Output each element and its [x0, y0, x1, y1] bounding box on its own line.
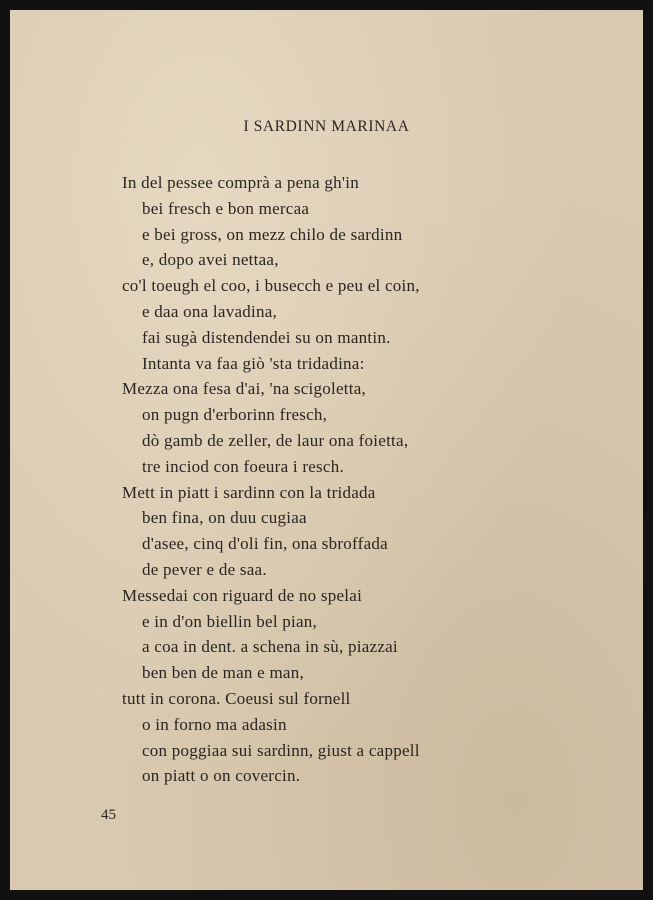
poem-line: e in d'on biellin bel pian,: [142, 611, 318, 631]
poem-line: on piatt o on covercin.: [142, 766, 301, 786]
stanza-1: [122, 170, 542, 273]
poem-line: e, dopo avei nettaa,: [142, 250, 279, 270]
poem-body: [122, 170, 542, 789]
poem-line: o in forno ma adasin: [142, 714, 287, 734]
poem-line: ben fina, on duu cugiaa: [142, 508, 307, 528]
poem-line: de pever e de saa.: [142, 559, 267, 579]
stanza-5: [122, 583, 542, 686]
poem-line: a coa in dent. a schena in sù, piazzai: [142, 637, 398, 657]
poem-line: Messedai con riguard de no spelai: [122, 585, 363, 605]
stanza-2: [122, 273, 542, 376]
stanza-3: [122, 376, 542, 479]
poem-line: e bei gross, on mezz chilo de sardinn: [142, 224, 403, 244]
poem-line: Intanta va faa giò 'sta tridadina:: [142, 353, 365, 373]
poem-line: In del pessee comprà a pena gh'in: [122, 173, 359, 192]
poem-line: on pugn d'erborinn fresch,: [142, 405, 328, 425]
poem-line: tre inciod con foeura i resch.: [142, 456, 344, 476]
poem-line: co'l toeugh el coo, i busecch e peu el coin,: [122, 276, 420, 296]
page-number: 45: [101, 807, 116, 823]
poem-line: ben ben de man e man,: [142, 663, 304, 683]
stanza-6: [122, 686, 542, 789]
poem-line: tutt in corona. Coeusi sul fornell: [122, 688, 351, 708]
poem-line: d'asee, cinq d'oli fin, ona sbroffada: [142, 534, 388, 554]
poem-line: bei fresch e bon mercaa: [142, 198, 310, 218]
poem-title: I SARDINN MARINAA: [243, 118, 410, 135]
poem-line: dò gamb de zeller, de laur ona foietta,: [142, 430, 409, 450]
poem-line: Mezza ona fesa d'ai, 'na scigoletta,: [122, 379, 367, 399]
poem-line: fai sugà distendendei su on mantin.: [142, 327, 391, 347]
poem-line: Mett in piatt i sardinn con la tridada: [122, 482, 376, 502]
poem-line: e daa ona lavadina,: [142, 301, 278, 321]
book-page: [10, 10, 643, 890]
stanza-4: [122, 480, 542, 583]
poem-line: con poggiaa sui sardinn, giust a cappell: [142, 740, 420, 760]
